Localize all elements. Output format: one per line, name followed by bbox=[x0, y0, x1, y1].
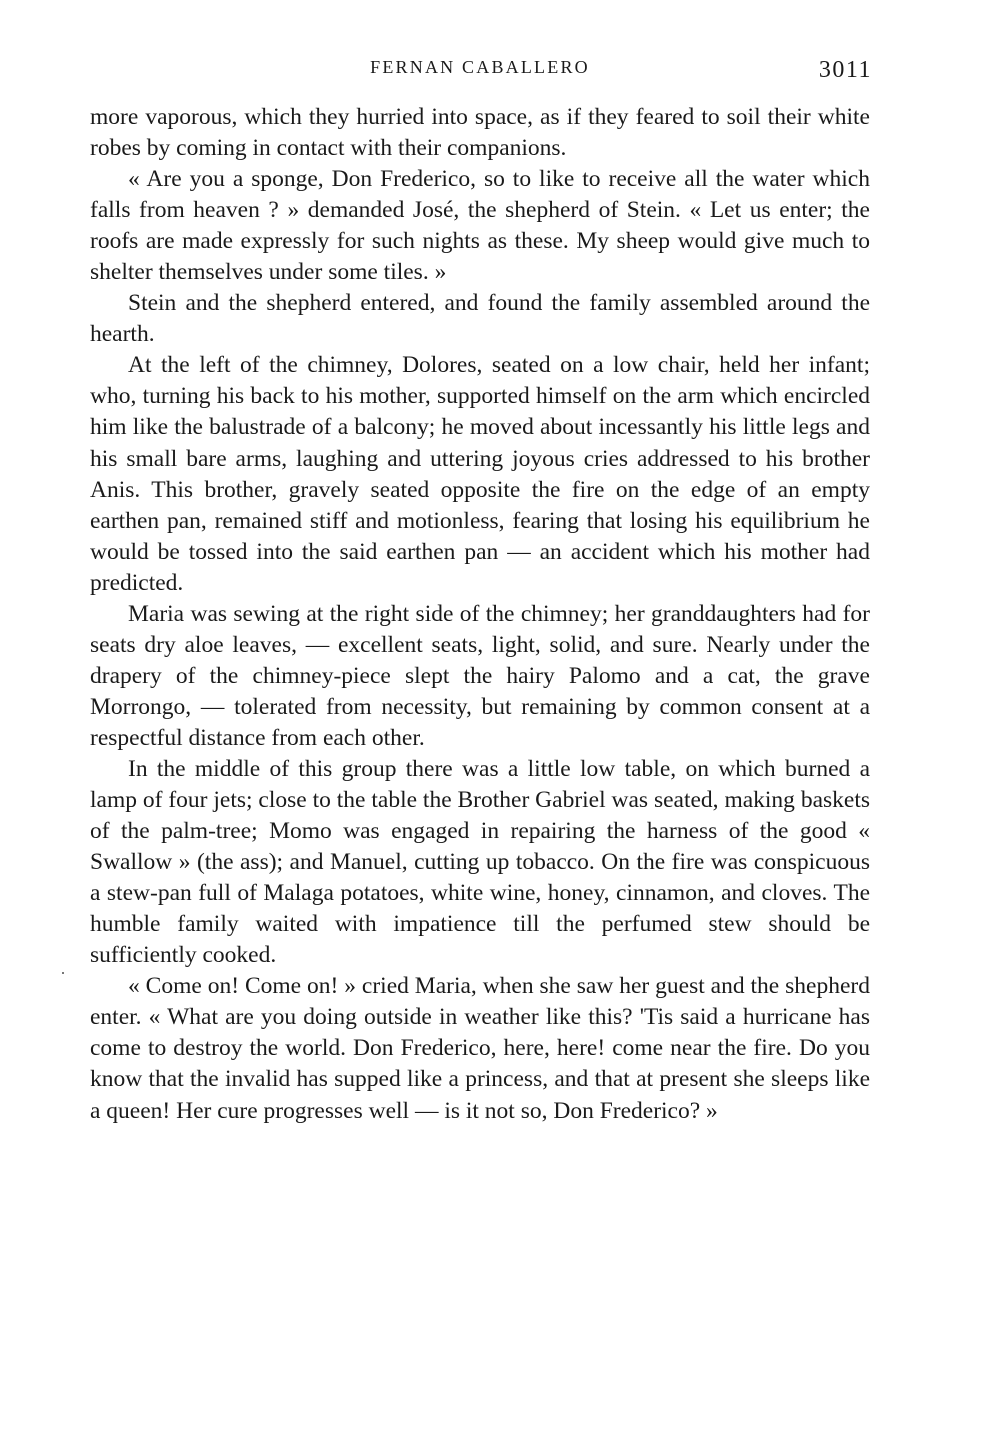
margin-speck bbox=[62, 972, 64, 974]
paragraph: « Come on! Come on! » cried Maria, when she saw her guest and the shepherd enter. « What are you doing outside in weather like this? 'Tis said a hurricane has come to destroy the world. Don Frederico, here, here! come near the fire. Do you know that the invalid has supped like a princess, and that at present she sleeps like a queen! Her cure progresses well — is it not so, Don Frederico? » bbox=[90, 973, 870, 1124]
paragraph: Maria was sewing at the right side of the chimney; her granddaughters had for seats dry aloe leaves, — excellent seats, light, solid, and sure. Nearly under the drapery of the chimney-piece slept the hairy Palomo and a cat, the grave Morrongo, — tolerated from necessity, but remaining by common consent at a respectful distance from each other. bbox=[90, 600, 870, 751]
running-head bbox=[0, 55, 1000, 85]
paragraph: At the left of the chimney, Dolores, seated on a low chair, held her infant; who, turning his back to his mother, supported himself on the arm which encircled him like the balustrade of a balcony; he moved about incessantly his little legs and his small bare arms, laughing and uttering joyous cries addressed to his brother Anis. This brother, gravely seated opposite the fire on the edge of an empty earthen pan, remained stiff and motionless, fearing that losing his equilibrium he would be tossed into the said earthen pan — an accident which his mother had predicted. bbox=[90, 352, 870, 596]
paragraph-continuation: more vaporous, which they hurried into space, as if they feared to soil their white robes by coming in contact with their companions. bbox=[90, 104, 870, 162]
paragraph: In the middle of this group there was a little low table, on which burned a lamp of four jets; close to the table the Brother Gabriel was seated, making baskets of the palm-tree; Momo was engaged in repairing the harness of the good « Swallow » (the ass); and Manuel, cutting up tobacco. On the fire was conspicuous a stew-pan full of Malaga potatoes, white wine, honey, cinnamon, and cloves. The humble family waited with impatience till the perfumed stew should be sufficiently cooked. bbox=[90, 755, 870, 969]
paragraph: Stein and the shepherd entered, and found the family assembled around the hearth. bbox=[90, 290, 870, 348]
paragraph: « Are you a sponge, Don Frederico, so to like to receive all the water which falls from heaven ? » demanded José, the shepherd of Stein. « Let us enter; the roofs are made expressly for such nights as these. My sheep would give much to shelter themselves under some tiles. » bbox=[90, 166, 870, 286]
body-text bbox=[90, 102, 870, 1127]
running-title: FERNAN CABALLERO bbox=[370, 57, 590, 77]
page-number: 3011 bbox=[818, 57, 872, 83]
